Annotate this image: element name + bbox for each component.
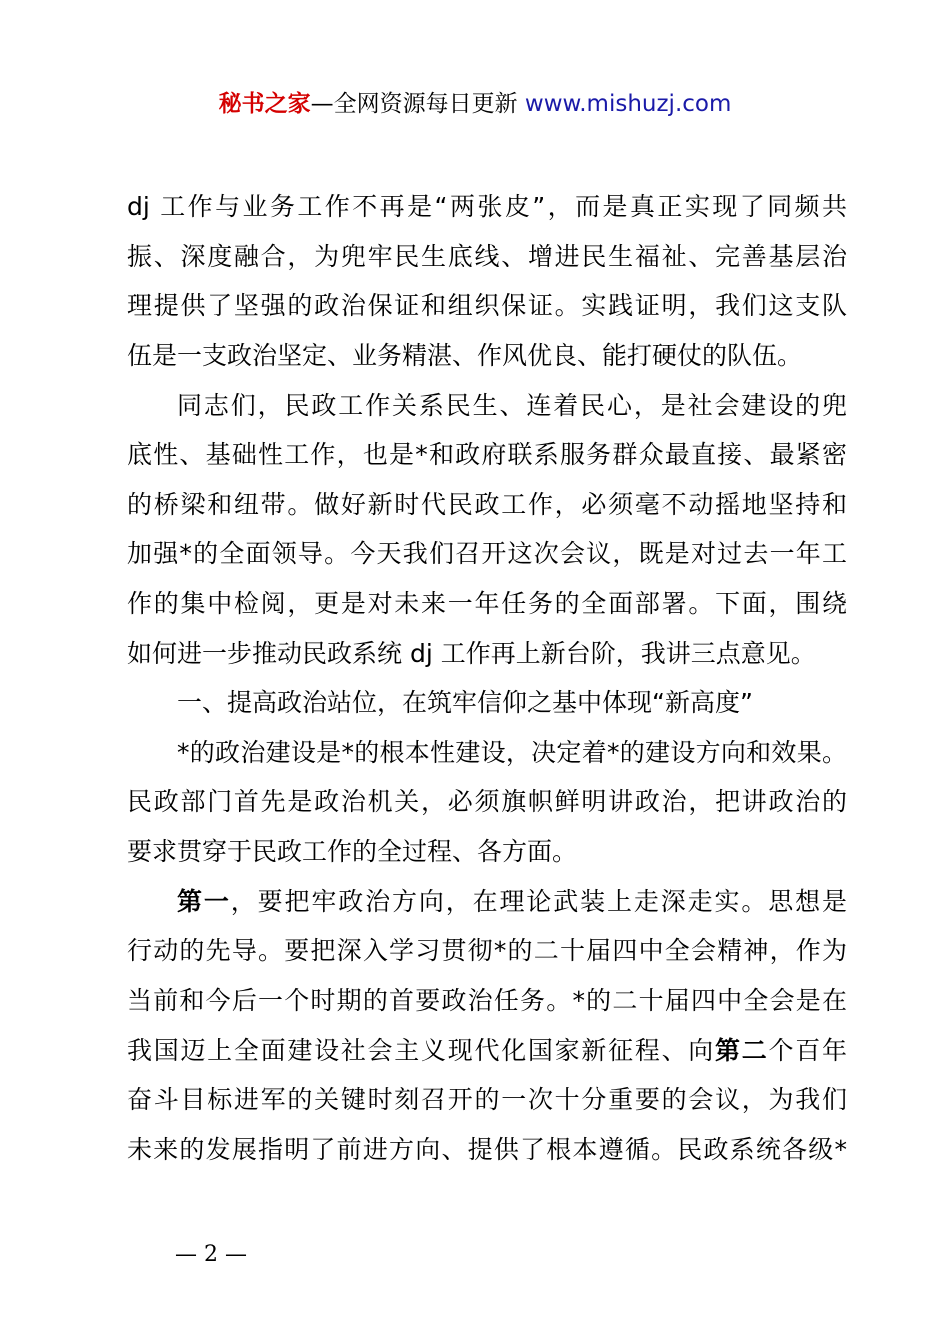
text-line: dj 工作与业务工作不再是“两张皮”，而是真正实现了同频共 [127, 192, 847, 221]
text-line: 理提供了坚强的政治保证和组织保证。实践证明，我们这支队 [127, 291, 847, 320]
text-line-rest: ，要把牢政治方向，在理论武装上走深走实。思想是 [230, 887, 847, 916]
text-line: 作的集中检阅，更是对未来一年任务的全面部署。下面，围绕 [127, 589, 847, 618]
text-line: 民政部门首先是政治机关，必须旗帜鲜明讲政治，把讲政治的 [127, 787, 847, 816]
text-line-start: 我国迈上全面建设社会主义现代化国家新征程、向 [127, 1036, 716, 1065]
text-line: 的桥梁和纽带。做好新时代民政工作，必须毫不动摇地坚持和 [127, 490, 847, 519]
text-line: *的政治建设是*的根本性建设，决定着*的建设方向和效果。 [177, 738, 847, 767]
text-line: 底性、基础性工作，也是*和政府联系服务群众最直接、最紧密 [127, 440, 847, 469]
bold-term-first: 第一 [177, 887, 231, 916]
text-line: 当前和今后一个时期的首要政治任务。*的二十届四中全会是在 [127, 986, 847, 1015]
bold-term-second: 第二 [715, 1036, 769, 1065]
text-line: 振、深度融合，为兜牢民生底线、增进民生福祉、完善基层治 [127, 242, 847, 271]
text-line: 行动的先导。要把深入学习贯彻*的二十届四中全会精神，作为 [127, 936, 847, 965]
banner-slogan: —全网资源每日更新 [310, 91, 525, 117]
text-line: 奋斗目标进军的关键时刻召开的一次十分重要的会议，为我们 [127, 1085, 847, 1114]
text-line: 未来的发展指明了前进方向、提供了根本遵循。民政系统各级* [127, 1135, 847, 1164]
page-number: — 2 — [175, 1242, 247, 1267]
text-line [177, 885, 847, 919]
text-line: 要求贯穿于民政工作的全过程、各方面。 [127, 837, 578, 866]
brand-name: 秘书之家 [218, 91, 311, 117]
text-line [127, 1034, 847, 1068]
section-heading: 一、提高政治站位，在筑牢信仰之基中体现“新高度” [177, 688, 753, 717]
site-banner [0, 88, 950, 120]
text-line: 加强*的全面领导。今天我们召开这次会议，既是对过去一年工 [127, 539, 847, 568]
website-link[interactable]: www.mishuzj.com [524, 91, 732, 117]
text-line: 如何进一步推动民政系统 dj 工作再上新台阶，我讲三点意见。 [127, 639, 816, 668]
text-line: 伍是一支政治坚定、业务精湛、作风优良、能打硬仗的队伍。 [127, 341, 803, 370]
text-line-end: 个百年 [768, 1036, 847, 1065]
text-line: 同志们，民政工作关系民生、连着民心，是社会建设的兜 [177, 391, 847, 420]
